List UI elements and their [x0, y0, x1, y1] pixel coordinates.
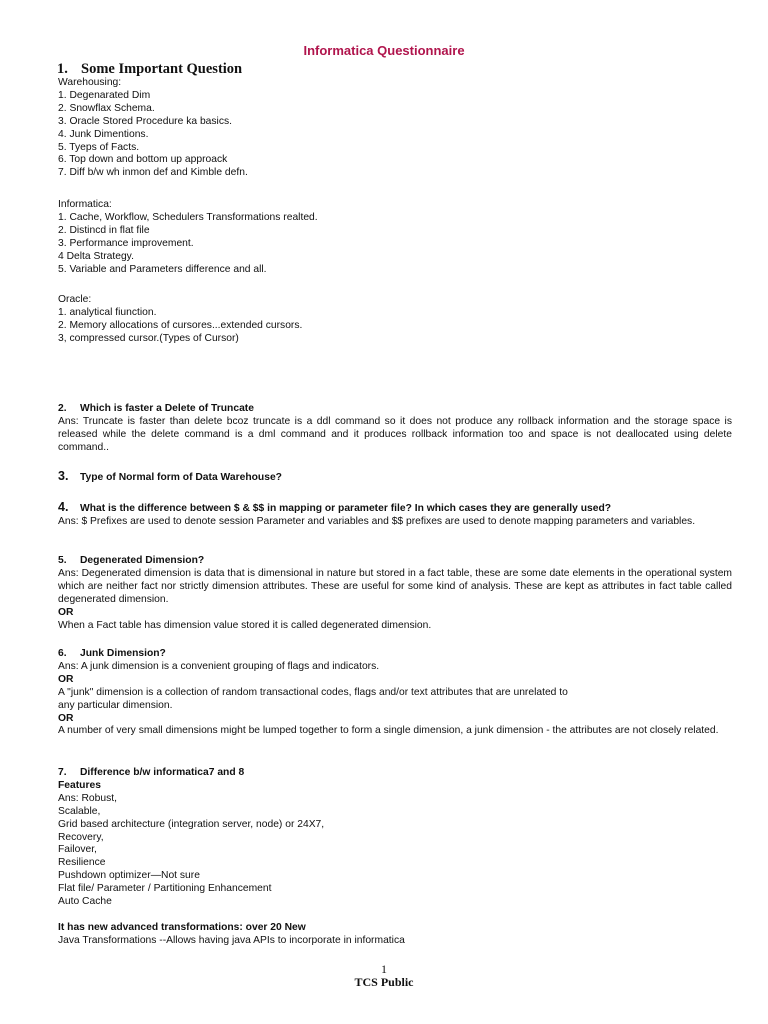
answer-text: A "junk" dimension is a collection of random transactional codes, flags and/or text attributes that are unrelated to: [58, 686, 568, 698]
question-6: [58, 648, 732, 738]
list-item: 5. Tyeps of Facts.: [58, 141, 140, 153]
answer-text: Ans: A junk dimension is a convenient grouping of flags and indicators.: [58, 660, 380, 672]
section-1-number: 1.: [57, 61, 68, 77]
question-3: [58, 470, 732, 485]
list-item: 1. analytical fiunction.: [58, 306, 157, 318]
question-heading: [58, 767, 732, 780]
list-item: Resilience: [58, 857, 106, 869]
answer-text: Ans: Truncate is faster than delete bcoz truncate is a ddl command so it does not produce any rollback information and the storage space is released while the delete command is a dml command and it produces rollback information too and space is not deallocated using delete command..: [58, 415, 732, 453]
new-transformations-heading: It has new advanced transformations: over 20 New: [58, 922, 306, 933]
list-item: 1. Cache, Workflow, Schedulers Transformations realted.: [58, 211, 318, 223]
list-item: Oracle:: [58, 294, 92, 305]
question-number: 3.: [58, 469, 69, 483]
features-heading: Features: [58, 779, 101, 791]
answer-text: Ans: $ Prefixes are used to denote session Parameter and variables and $$ prefixes are used to denote mapping parameters and variables.: [58, 515, 696, 527]
list-item: 1. Degenarated Dim: [58, 89, 151, 101]
list-item: Auto Cache: [58, 896, 112, 908]
list-item: 3, compressed cursor.(Types of Cursor): [58, 332, 239, 344]
list-item: 2. Memory allocations of cursores...extended cursors.: [58, 319, 303, 331]
question-heading: [58, 648, 732, 661]
list-item: Failover,: [58, 844, 97, 856]
list-item: 7. Diff b/w wh inmon def and Kimble defn.: [58, 167, 248, 179]
question-2: [58, 403, 732, 455]
list-item: Scalable,: [58, 805, 101, 817]
document-title: Informatica Questionnaire: [303, 43, 465, 58]
warehousing-list: [58, 77, 732, 180]
question-5: [58, 555, 732, 632]
question-heading: [58, 403, 732, 416]
question-number: 2.: [58, 403, 67, 414]
footer-label: TCS Public: [354, 975, 414, 989]
list-item: 6. Top down and bottom up approack: [58, 154, 228, 166]
question-heading: [58, 501, 732, 516]
or-separator: OR: [58, 712, 74, 724]
answer-alt-text: When a Fact table has dimension value stored it is called degenerated dimension.: [58, 619, 432, 631]
question-heading: [58, 555, 732, 568]
question-title: Junk Dimension?: [80, 648, 166, 659]
question-number: 6.: [58, 648, 67, 659]
new-transformations-block: [58, 922, 732, 948]
list-item: Pushdown optimizer—Not sure: [58, 870, 200, 882]
question-7: [58, 767, 732, 909]
or-separator: OR: [58, 606, 74, 618]
question-number: 5.: [58, 555, 67, 566]
question-number: 7.: [58, 767, 67, 778]
answer-text: A number of very small dimensions might be lumped together to form a single dimension, a junk dimension - the attributes are not closely related.: [58, 725, 719, 737]
list-item: Flat file/ Parameter / Partitioning Enhancement: [58, 883, 272, 895]
question-title: What is the difference between $ & $$ in mapping or parameter file? In which cases they are generally used?: [80, 503, 612, 514]
question-4: [58, 501, 732, 529]
list-item: 4 Delta Strategy.: [58, 250, 134, 262]
list-item: Informatica:: [58, 199, 112, 210]
list-item: 2. Distincd in flat file: [58, 224, 150, 236]
or-separator: OR: [58, 673, 74, 685]
list-item: 4. Junk Dimentions.: [58, 128, 149, 140]
list-item: 2. Snowflax Schema.: [58, 102, 155, 114]
list-item: Grid based architecture (integration server, node) or 24X7,: [58, 818, 325, 830]
question-title: Difference b/w informatica7 and 8: [80, 767, 245, 778]
question-heading: [58, 470, 732, 485]
page-number: 1: [381, 962, 387, 976]
answer-text: Ans: Degenerated dimension is data that is dimensional in nature but stored in a fact table, these are some date elements in the operational system which are neither fact nor strictly dimension attributes. These are useful for some kind of analysis. These are kept as attributes in fact table called degenerated dimension.: [58, 567, 732, 605]
java-transformations-text: Java Transformations --Allows having java APIs to incorporate in informatica: [58, 934, 405, 946]
question-title: Type of Normal form of Data Warehouse?: [80, 472, 282, 483]
list-item: Ans: Robust,: [58, 792, 117, 804]
question-title: Which is faster a Delete of Truncate: [80, 403, 254, 414]
list-item: 3. Oracle Stored Procedure ka basics.: [58, 115, 232, 127]
answer-text: any particular dimension.: [58, 699, 173, 711]
list-item: Recovery,: [58, 831, 104, 843]
question-number: 4.: [58, 500, 69, 514]
list-item: Warehousing:: [58, 77, 122, 88]
section-1-title: Some Important Question: [81, 61, 243, 77]
list-item: 5. Variable and Parameters difference and all.: [58, 263, 267, 275]
section-1-heading: [57, 61, 242, 78]
informatica-list: [58, 199, 732, 276]
list-item: 3. Performance improvement.: [58, 237, 194, 249]
oracle-list: [58, 294, 732, 346]
question-title: Degenerated Dimension?: [80, 555, 205, 566]
